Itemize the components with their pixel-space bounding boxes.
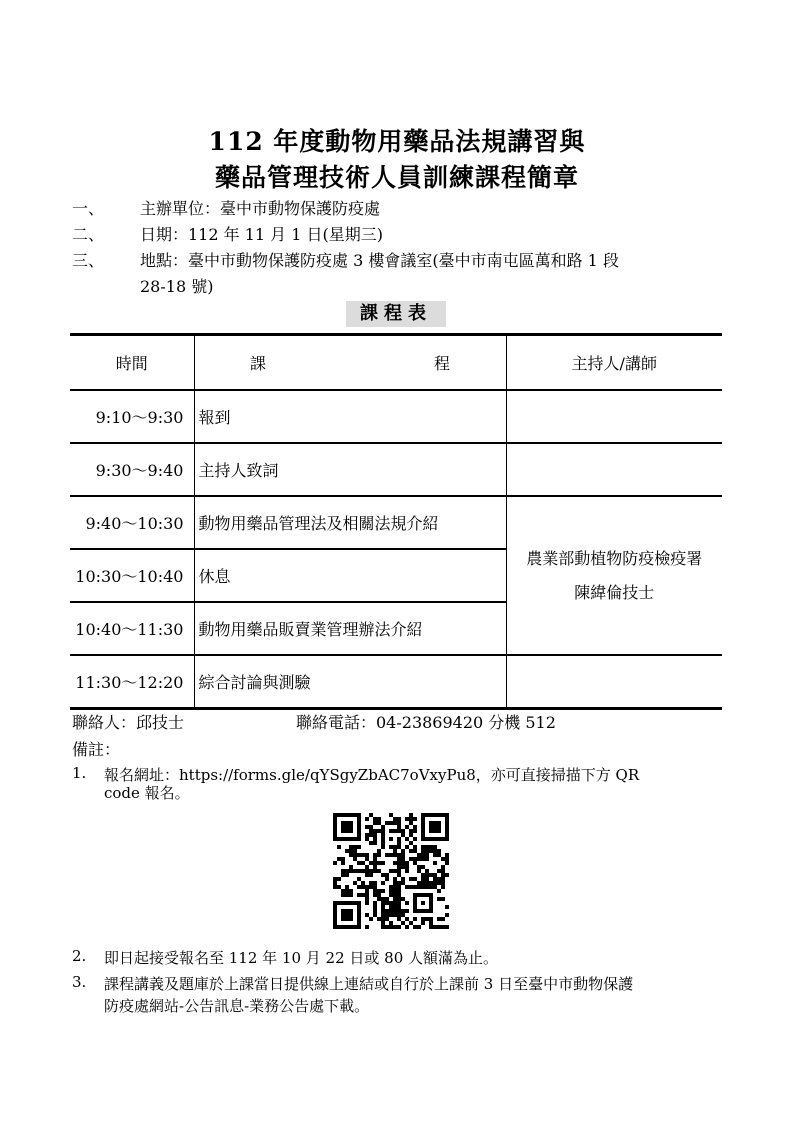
speaker-cell-merged — [506, 496, 722, 655]
header-course — [194, 335, 506, 391]
time-cell: 9:40～10:30 — [70, 496, 194, 549]
speaker-cell — [506, 443, 722, 496]
info-location-continued: 28-18 號) — [140, 277, 214, 296]
info-date — [72, 222, 722, 242]
time-cell: 9:10～9:30 — [70, 390, 194, 443]
table-row — [70, 443, 722, 496]
note-text-continued: 防疫處網站-公告訊息-業務公告處下載。 — [104, 997, 370, 1015]
info-text: 主辦單位：臺中市動物保護防疫處 — [140, 199, 381, 218]
course-cell: 動物用藥品販賣業管理辦法介紹 — [194, 602, 506, 655]
schedule-title: 課程表 — [346, 301, 446, 327]
note-text: 即日起接受報名至 112 年 10 月 22 日或 80 人額滿為止。 — [104, 949, 499, 967]
table-row — [70, 496, 722, 549]
note-number: 2. — [72, 947, 87, 965]
speaker-cell — [506, 655, 722, 709]
document-title-line2: 藥品管理技術人員訓練課程簡章 — [214, 163, 579, 192]
time-cell: 10:30～10:40 — [70, 549, 194, 602]
note-text: 課程講義及題庫於上課當日提供線上連結或自行於上課前 3 日至臺中市動物保護 — [104, 975, 634, 993]
header-course-char: 課 — [250, 354, 267, 373]
info-number: 三、 — [72, 251, 105, 270]
notes-heading: 備註： — [72, 740, 121, 759]
header-course-char: 程 — [433, 354, 450, 373]
note-text-continued: code 報名。 — [104, 784, 190, 802]
info-number: 二、 — [72, 225, 105, 244]
document-title-line1: 112 年度動物用藥品法規講習與 — [208, 127, 586, 156]
note-number: 1. — [72, 764, 87, 782]
table-row — [70, 390, 722, 443]
time-cell: 9:30～9:40 — [70, 443, 194, 496]
info-location — [72, 248, 722, 268]
contact-phone: 聯絡電話：04-23869420 分機 512 — [296, 713, 556, 732]
course-cell: 動物用藥品管理法及相關法規介紹 — [194, 496, 506, 549]
contact-person: 聯絡人：邱技士 — [72, 713, 185, 732]
note-text: 報名網址：https://forms.gle/qYSgyZbAC7oVxyPu8，亦可直接掃描下方 QR — [104, 766, 640, 784]
time-cell: 10:40～11:30 — [70, 602, 194, 655]
info-text: 地點：臺中市動物保護防疫處 3 樓會議室(臺中市南屯區萬和路 1 段 — [140, 251, 619, 270]
course-cell: 報到 — [194, 390, 506, 443]
header-speaker: 主持人/講師 — [506, 335, 722, 391]
info-text: 日期：112 年 11 月 1 日(星期三) — [140, 225, 383, 244]
header-time: 時間 — [70, 335, 194, 391]
course-cell: 綜合討論與測驗 — [194, 655, 506, 709]
info-organizer — [72, 196, 722, 216]
speaker-cell — [506, 390, 722, 443]
speaker-organization: 農業部動植物防疫檢疫署 — [526, 548, 703, 568]
qr-code-image[interactable] — [333, 813, 449, 929]
info-number: 一、 — [72, 199, 105, 218]
speaker-name: 陳緯倫技士 — [574, 582, 655, 602]
schedule-table — [70, 333, 722, 710]
note-number: 3. — [72, 973, 87, 991]
table-row — [70, 655, 722, 709]
time-cell: 11:30～12:20 — [70, 655, 194, 709]
course-cell: 休息 — [194, 549, 506, 602]
table-header-row — [70, 335, 722, 391]
course-cell: 主持人致詞 — [194, 443, 506, 496]
